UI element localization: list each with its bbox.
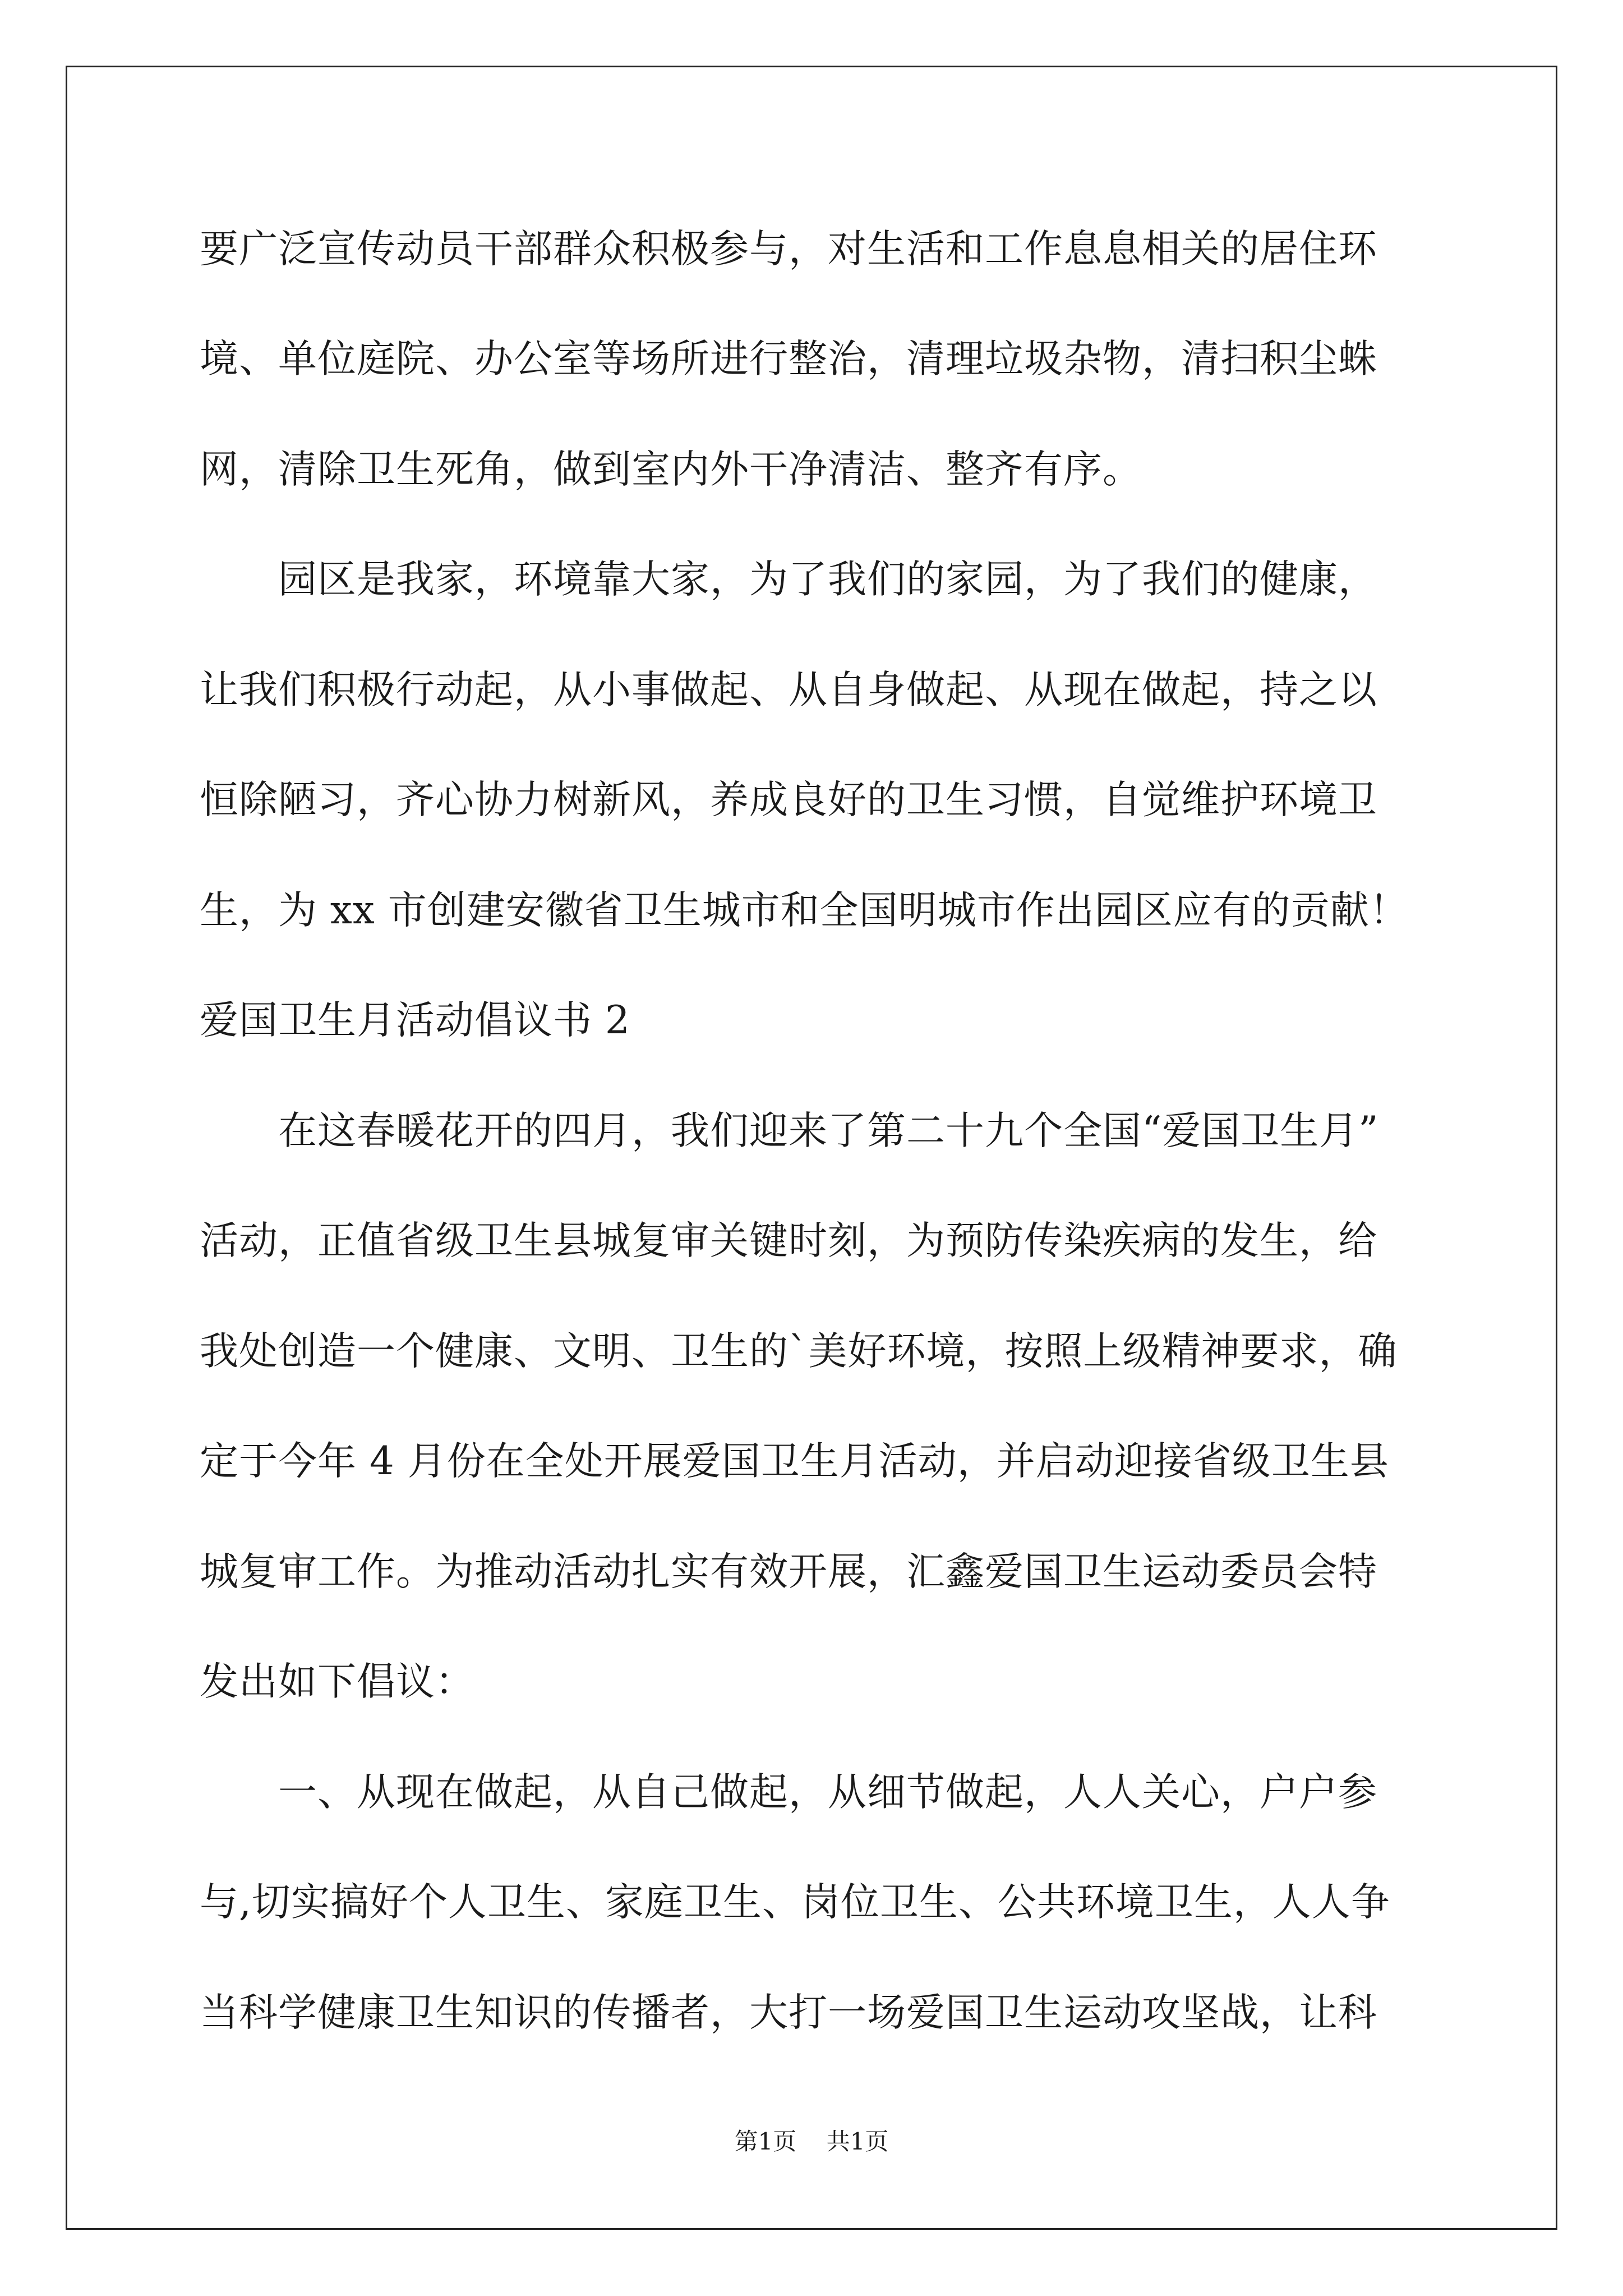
text-line-9: 在这春暖花开的四月，我们迎来了第二十九个全国“爱国卫生月”: [278, 1108, 1379, 1153]
text-line-6: 恒除陋习，齐心协力树新风，养成良好的卫生习惯，自觉维护环境卫: [200, 777, 1377, 822]
text-line-7: 生，为 xx 市创建安徽省卫生城市和全国明城市作出园区应有的贡献！: [200, 888, 1409, 933]
text-line-2: 境、单位庭院、办公室等场所进行整治，清理垃圾杂物，清扫积尘蛛: [200, 337, 1377, 381]
text-line-10: 活动，正值省级卫生县城复审关键时刻，为预防传染疾病的发生，给: [200, 1218, 1377, 1263]
text-line-1: 要广泛宣传动员干部群众积极参与，对生活和工作息息相关的居住环: [200, 227, 1377, 272]
text-line-17: 当科学健康卫生知识的传播者，大打一场爱国卫生运动攻坚战，让科: [200, 1990, 1377, 2035]
page-number: 第1页: [734, 2128, 797, 2155]
text-line-15: 一、从现在做起，从自己做起，从细节做起，人人关心，户户参: [278, 1770, 1377, 1815]
text-line-5: 让我们积极行动起，从小事做起、从自身做起、从现在做起，持之以: [200, 668, 1377, 712]
text-line-13: 城复审工作。为推动活动扎实有效开展，汇鑫爱国卫生运动委员会特: [200, 1549, 1377, 1594]
text-line-4: 园区是我家，环境靠大家，为了我们的家园，为了我们的健康，: [278, 557, 1377, 602]
page-footer: [0, 2125, 1623, 2159]
page-total: 共1页: [826, 2128, 889, 2155]
text-line-12: 定于今年 4 月份在全处开展爱国卫生月活动，并启动迎接省级卫生县: [200, 1439, 1389, 1484]
section-heading: 爱国卫生月活动倡议书 2: [200, 998, 630, 1043]
text-line-14: 发出如下倡议：: [200, 1659, 474, 1704]
text-line-11: 我处创造一个健康、文明、卫生的`美好环境，按照上级精神要求，确: [200, 1329, 1398, 1374]
text-line-16: 与,切实搞好个人卫生、家庭卫生、岗位卫生、公共环境卫生，人人争: [200, 1880, 1390, 1925]
text-line-3: 网，清除卫生死角，做到室内外干净清洁、整齐有序。: [200, 447, 1142, 492]
